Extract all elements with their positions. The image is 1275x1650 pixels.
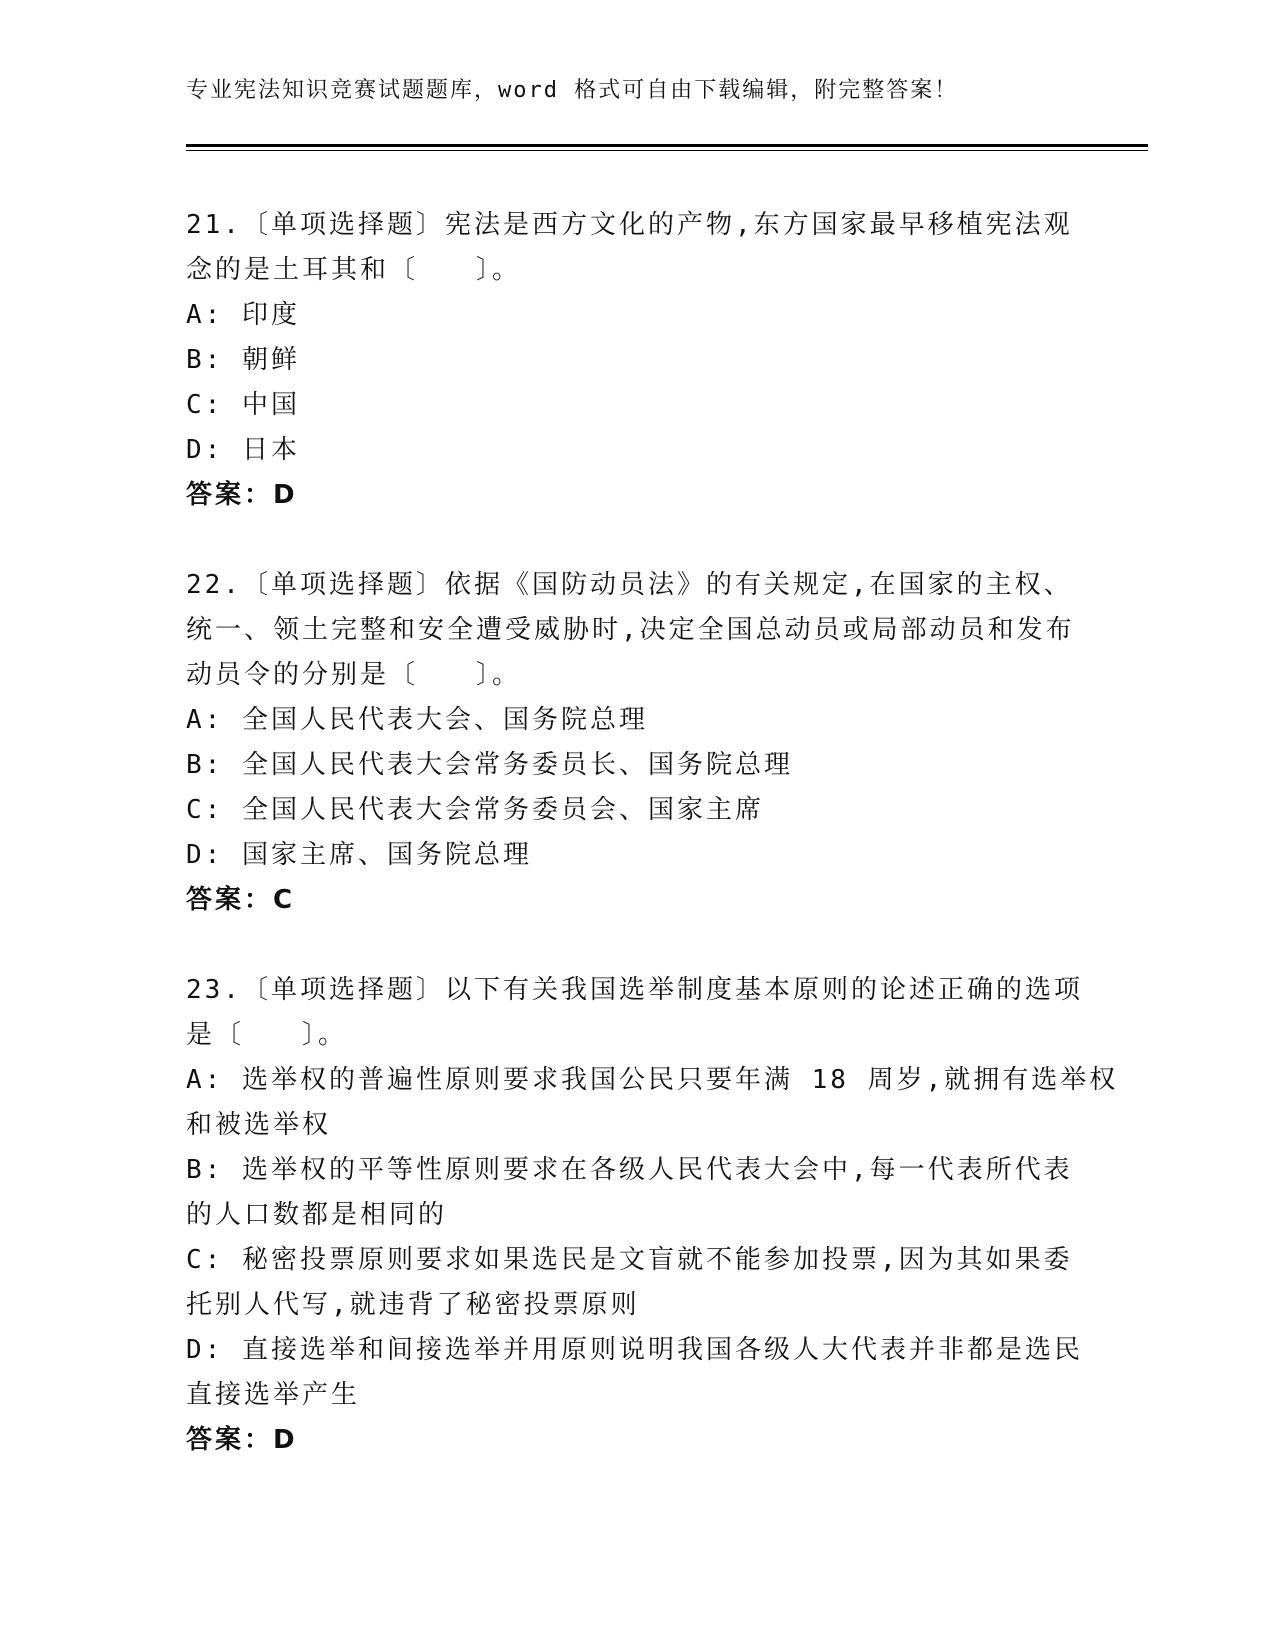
question-23-answer: 答案：D xyxy=(186,1425,298,1455)
question-23-option-a-line-1: A: 选举权的普遍性原则要求我国公民只要年满 18 周岁,就拥有选举权 xyxy=(186,1065,1119,1095)
question-21-answer: 答案：D xyxy=(186,480,298,510)
question-21-option-a: A: 印度 xyxy=(186,300,300,330)
header-rule-thin xyxy=(186,150,1148,151)
question-21-stem-line-2: 念的是土耳其和〔 〕。 xyxy=(186,255,522,285)
question-list xyxy=(186,203,1119,1508)
question-21-stem-line-1: 21.〔单项选择题〕宪法是西方文化的产物,东方国家最早移植宪法观 xyxy=(186,210,1073,240)
question-23-option-d-line-2: 直接选举产生 xyxy=(186,1380,361,1410)
question-23-option-b-line-1: B: 选举权的平等性原则要求在各级人民代表大会中,每一代表所代表 xyxy=(186,1155,1073,1185)
page-header: 专业宪法知识竞赛试题题库，word 格式可自由下载编辑，附完整答案！ xyxy=(186,78,959,103)
question-22-option-d: D: 国家主席、国务院总理 xyxy=(186,840,532,870)
question-23-stem-line-2: 是〔 〕。 xyxy=(186,1020,348,1050)
question-23-option-a-line-2: 和被选举权 xyxy=(186,1110,332,1140)
question-22-option-b: B: 全国人民代表大会常务委员长、国务院总理 xyxy=(186,750,793,780)
question-22-option-a: A: 全国人民代表大会、国务院总理 xyxy=(186,705,648,735)
question-21-option-c: C: 中国 xyxy=(186,390,300,420)
question-21 xyxy=(186,203,1086,518)
question-22-stem-line-2: 统一、领土完整和安全遭受威胁时,决定全国总动员或局部动员和发布 xyxy=(186,615,1075,645)
question-23-option-c-line-1: C: 秘密投票原则要求如果选民是文盲就不能参加投票,因为其如果委 xyxy=(186,1245,1073,1275)
question-23-option-b-line-2: 的人口数都是相同的 xyxy=(186,1200,448,1230)
header-rule-thick xyxy=(186,144,1148,147)
question-21-option-b: B: 朝鲜 xyxy=(186,345,300,375)
question-21-option-d: D: 日本 xyxy=(186,435,300,465)
question-23-option-c-line-2: 托别人代写,就违背了秘密投票原则 xyxy=(186,1290,640,1320)
question-22 xyxy=(186,563,1086,923)
question-22-answer: 答案：C xyxy=(186,885,296,915)
question-22-option-c: C: 全国人民代表大会常务委员会、国家主席 xyxy=(186,795,764,825)
question-22-stem-line-1: 22.〔单项选择题〕依据《国防动员法》的有关规定,在国家的主权、 xyxy=(186,570,1073,600)
question-23-stem-line-1: 23.〔单项选择题〕以下有关我国选举制度基本原则的论述正确的选项 xyxy=(186,975,1083,1005)
question-23 xyxy=(186,968,1119,1463)
question-22-stem-line-3: 动员令的分别是〔 〕。 xyxy=(186,660,522,690)
question-23-option-d-line-1: D: 直接选举和间接选举并用原则说明我国各级人大代表并非都是选民 xyxy=(186,1335,1083,1365)
